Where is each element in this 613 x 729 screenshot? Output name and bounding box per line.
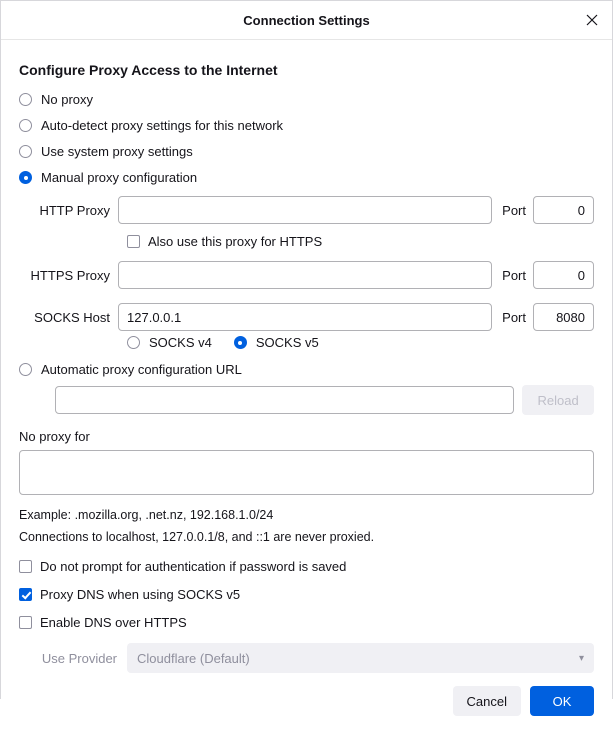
no-proxy-for-input[interactable] <box>19 450 594 495</box>
http-port-input[interactable] <box>533 196 594 224</box>
http-proxy-row <box>19 196 594 224</box>
http-port-label: Port <box>502 202 526 218</box>
https-port-label: Port <box>502 267 526 283</box>
https-proxy-input[interactable] <box>118 261 492 289</box>
radio-auto-detect[interactable] <box>19 118 594 133</box>
socks-host-label: SOCKS Host <box>34 309 111 325</box>
http-proxy-label: HTTP Proxy <box>39 202 111 218</box>
radio-label: SOCKS v5 <box>255 335 319 350</box>
radio-indicator <box>127 336 140 349</box>
checkbox-indicator <box>19 588 32 601</box>
section-heading: Configure Proxy Access to the Internet <box>19 62 278 78</box>
http-proxy-input[interactable] <box>118 196 492 224</box>
radio-label: Manual proxy configuration <box>41 170 198 185</box>
option-label: Enable DNS over HTTPS <box>40 615 187 630</box>
socks-port-input[interactable] <box>533 303 594 331</box>
radio-indicator <box>19 119 32 132</box>
socks-host-input[interactable] <box>118 303 492 331</box>
no-proxy-note: Connections to localhost, 127.0.0.1/8, and ::1 are never proxied. <box>19 530 375 544</box>
dialog-title: Connection Settings <box>243 12 370 28</box>
checkbox-indicator <box>19 616 32 629</box>
socks-host-row <box>19 303 594 331</box>
checkbox-indicator <box>19 560 32 573</box>
chevron-down-icon: ▾ <box>578 652 584 664</box>
https-port-input[interactable] <box>533 261 594 289</box>
provider-select[interactable] <box>127 643 594 673</box>
reload-button[interactable]: Reload <box>522 385 594 415</box>
options-group <box>19 559 594 630</box>
radio-system-proxy[interactable] <box>19 144 594 159</box>
radio-label: Use system proxy settings <box>41 144 193 159</box>
radio-manual-proxy[interactable] <box>19 170 594 185</box>
checkbox-no-auth-prompt[interactable] <box>19 559 594 574</box>
checkbox-proxy-dns-socks5[interactable] <box>19 587 594 602</box>
option-label: Do not prompt for authentication if password is saved <box>40 559 347 574</box>
also-use-https-checkbox[interactable] <box>127 234 594 249</box>
close-button[interactable] <box>580 8 604 32</box>
close-icon <box>586 14 598 26</box>
no-proxy-for-label: No proxy for <box>19 429 90 444</box>
radio-socks-v4[interactable] <box>127 335 212 350</box>
radio-label: Auto-detect proxy settings for this network <box>41 118 284 133</box>
dialog-content <box>1 40 612 673</box>
radio-label: Automatic proxy configuration URL <box>41 362 242 377</box>
socks-port-label: Port <box>502 309 526 325</box>
radio-indicator <box>19 145 32 158</box>
socks-version-group <box>127 335 594 350</box>
dialog-titlebar <box>1 1 612 40</box>
radio-label: No proxy <box>41 92 94 107</box>
provider-value: Cloudflare (Default) <box>137 650 250 666</box>
radio-indicator <box>19 363 32 376</box>
radio-indicator <box>234 336 247 349</box>
pac-url-row <box>55 385 594 415</box>
radio-indicator <box>19 171 32 184</box>
radio-indicator <box>19 93 32 106</box>
pac-url-input[interactable] <box>55 386 514 414</box>
also-use-https-label: Also use this proxy for HTTPS <box>148 234 323 249</box>
https-proxy-row <box>19 261 594 289</box>
provider-row <box>19 643 594 673</box>
radio-no-proxy[interactable] <box>19 92 594 107</box>
radio-socks-v5[interactable] <box>234 335 319 350</box>
dialog-footer <box>1 673 612 729</box>
option-label: Proxy DNS when using SOCKS v5 <box>40 587 241 602</box>
https-proxy-label: HTTPS Proxy <box>30 267 111 283</box>
checkbox-dns-over-https[interactable] <box>19 615 594 630</box>
cancel-button[interactable]: Cancel <box>453 686 521 716</box>
no-proxy-example: Example: .mozilla.org, .net.nz, 192.168.1.0/24 <box>19 508 274 522</box>
ok-button[interactable]: OK <box>530 686 594 716</box>
provider-label: Use Provider <box>41 650 117 666</box>
checkbox-indicator <box>127 235 140 248</box>
radio-pac-url[interactable] <box>19 362 594 377</box>
radio-label: SOCKS v4 <box>149 335 212 350</box>
